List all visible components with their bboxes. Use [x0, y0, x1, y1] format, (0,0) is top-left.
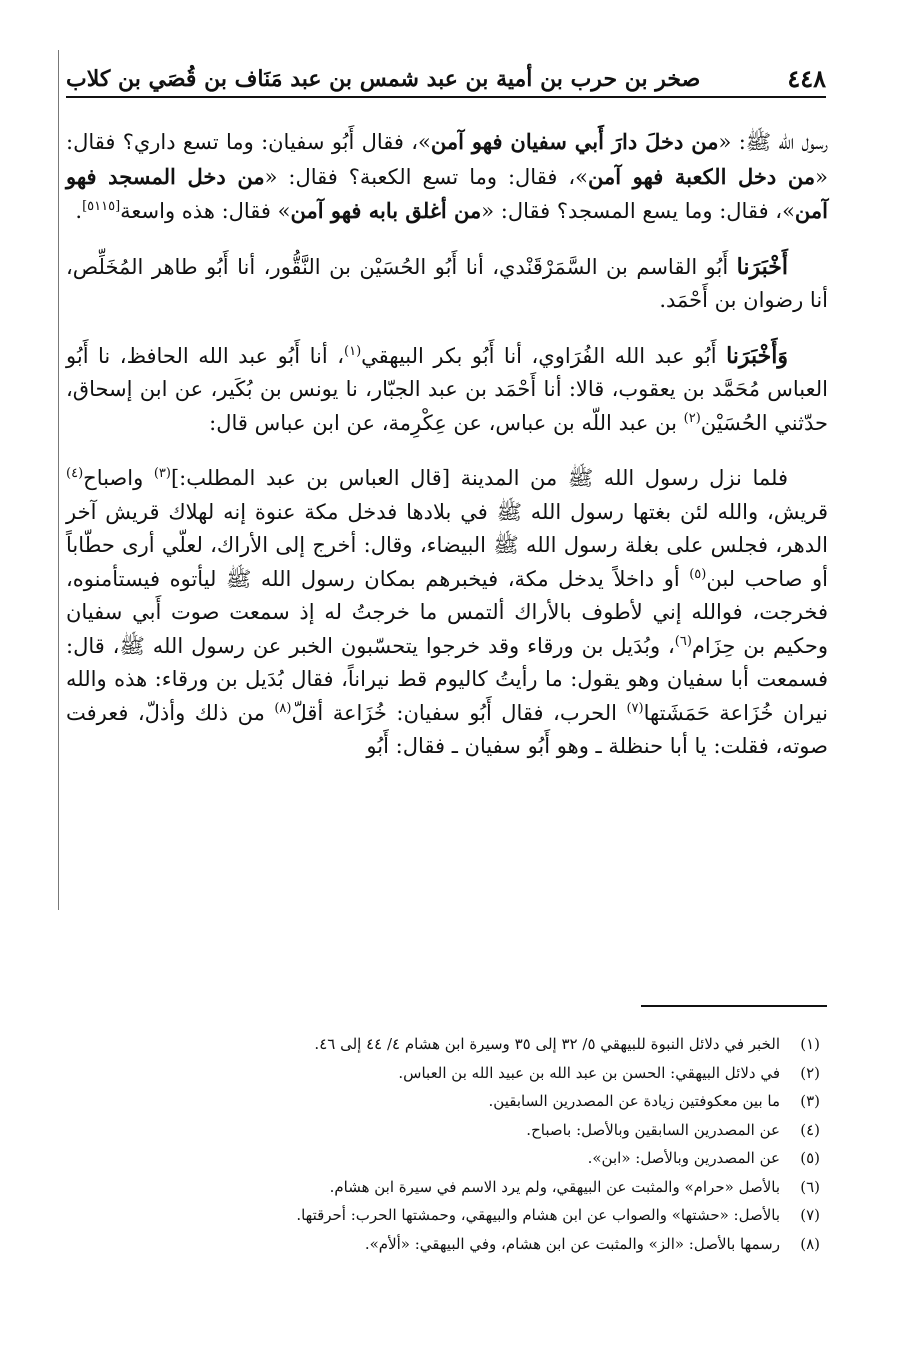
- p1-quote-2: من دخل الكعبة فهو آمن: [587, 163, 816, 189]
- footnote-number: (١): [800, 1035, 820, 1053]
- p1-text-3: »، فقال: وما تسع الكعبة؟ فقال: «: [264, 164, 588, 189]
- p4-text-7: من ذلك وأذلّ، فعرفت صوته، فقلت: يا أبا حنظلة ـ وهو أَبُو سفيان ـ فقال: أَبُو: [66, 700, 828, 758]
- footnote-ref-7[interactable]: (٧): [626, 700, 644, 716]
- paragraph-3: [66, 340, 828, 441]
- p4-text-4: أو داخلاً يدخل مكة، فيخبرهم بمكان رسول الله ﷺ ليأتوه فيستأمنوه، فخرجت، فوالله إني لأطوف بالأراك ألتمس ما خرجتُ له إذ سمعت صوت أَبي سفيان وحكيم بن حِزَام: [66, 566, 829, 658]
- p1-text-6: .: [75, 199, 83, 223]
- footnote-item: [120, 1087, 820, 1116]
- footnote-text: الخبر في دلائل النبوة للبيهقي ٥/ ٣٢ إلى ٣٥ وسيرة ابن هشام ٤/ ٤٤ إلى ٤٦.: [314, 1035, 780, 1053]
- p2-text: أَبُو القاسم بن السَّمَرْقَنْدي، أنا أَبُو الحُسَيْن بن النَّقُّور، أنا أَبُو طاهر المُخَلِّص، أنا رضوان بن أَحْمَد.: [66, 254, 828, 312]
- p4-text-1: فلما نزل رسول الله ﷺ من المدينة [قال العباس بن عبد المطلب:]: [170, 466, 788, 490]
- main-text: [66, 125, 828, 786]
- footnote-item: [120, 1201, 820, 1230]
- footnote-text: بالأصل: «حشتها» والصواب عن ابن هشام والبيهقي، وحمشتها الحرب: أحرقتها.: [296, 1206, 780, 1224]
- p4-text-2: واصباح: [83, 466, 154, 490]
- page-number: ٤٤٨: [787, 64, 826, 93]
- p4-text-5: ، وبُدَيل بن ورقاء وقد خرجوا يتحسّبون الخبر عن رسول الله ﷺ، قال: فسمعت أبا سفيان وهو يقول: ما رأيتُ كاليوم قط نيراناً، فقال بُدَيل بن ورقاء: هذه والله نيران خُزَاعة حَمَشَتها: [66, 633, 828, 725]
- p1-quote-4: من أغلق بابه فهو آمن: [290, 198, 482, 223]
- p1-text-5: » فقال: هذه واسعة: [120, 199, 291, 223]
- p1-quote-1: من دخلَ دارَ أَبي سفيان فهو آمن: [430, 129, 719, 154]
- p3-lead-word: وَأَخْبَرَنا: [726, 342, 789, 369]
- footnote-text: عن المصدرين السابقين وبالأصل: باصباح.: [526, 1120, 780, 1139]
- footnote-number: (٨): [800, 1234, 820, 1253]
- footnote-number: (٣): [800, 1092, 820, 1110]
- footnote-number: (٧): [800, 1206, 820, 1224]
- footnote-ref-5[interactable]: (٥): [689, 566, 707, 582]
- footnote-ref-3[interactable]: (٣): [153, 466, 171, 481]
- p1-text-1: رسول الله ﷺ: «: [718, 130, 829, 154]
- p3-text-1: أَبُو عبد الله الفُرَاوي، أنا أَبُو بكر البيهقي: [361, 343, 727, 368]
- footnote-item: [120, 1030, 820, 1059]
- p1-quote-3: من دخل المسجد فهو آمن: [66, 163, 828, 223]
- p4-text-6: الحرب، فقال أَبُو سفيان: خُزَاعة أقلّ: [291, 700, 627, 725]
- footnote-ref-6[interactable]: (٦): [674, 633, 692, 649]
- footnote-text: بالأصل «حرام» والمثبت عن البيهقي، ولم يرد الاسم في سيرة ابن هشام.: [329, 1177, 780, 1196]
- footnote-text: في دلائل البيهقي: الحسن بن عبد الله بن عبيد الله بن العباس.: [398, 1063, 780, 1082]
- paragraph-2: [66, 251, 828, 318]
- p1-text-2: »، فقال أَبُو سفيان: وما تسع داري؟ فقال: «: [66, 130, 828, 189]
- hadith-number: [٥١١٥]: [82, 199, 121, 214]
- footnote-text: رسمها بالأصل: «الز» والمثبت عن ابن هشام، وفي البيهقي: «ألأم».: [364, 1234, 780, 1253]
- p3-text-2: ، أنا أَبُو عبد الله الحافظ، نا أَبُو العباس مُحَمَّد بن يعقوب، قالا: أنا أَحْمَد بن عبد الجبّار، نا يونس بن بُكَير، عن ابن إسحاق، حدّثني الحُسَيْن: [66, 343, 828, 435]
- footnote-ref-8[interactable]: (٨): [274, 700, 292, 716]
- paragraph-1: [66, 125, 828, 229]
- footnotes: [120, 1030, 820, 1258]
- p2-lead-word: أَخْبَرَنا: [736, 253, 788, 280]
- footnote-number: (٦): [800, 1177, 820, 1196]
- footnote-ref-4[interactable]: (٤): [66, 466, 84, 481]
- footnote-item: [120, 1116, 820, 1145]
- margin-rule: [58, 50, 59, 910]
- footnote-number: (٤): [800, 1120, 820, 1139]
- footnote-text: ما بين معكوفتين زيادة عن المصدرين السابقين.: [488, 1092, 780, 1110]
- footnote-item: [120, 1173, 820, 1202]
- p3-text-3: بن عبد اللّه بن عباس، عن عِكْرِمة، عن ابن عباس قال:: [209, 410, 684, 435]
- footnote-ref-1[interactable]: (١): [344, 343, 362, 359]
- footnote-number: (٥): [800, 1149, 820, 1167]
- footnote-item: [120, 1230, 820, 1259]
- p1-text-4: »، فقال: وما يسع المسجد؟ فقال: «: [481, 199, 795, 223]
- paragraph-4: [66, 462, 828, 764]
- page-header: [66, 56, 826, 98]
- running-title: صخر بن حرب بن أمية بن عبد شمس بن عبد مَنَاف بن قُصَي بن كلاب: [66, 66, 701, 92]
- footnote-item: [120, 1059, 820, 1088]
- footnote-separator: [641, 1005, 827, 1007]
- footnote-text: عن المصدرين وبالأصل: «ابن».: [587, 1149, 780, 1167]
- footnote-number: (٢): [800, 1063, 820, 1082]
- footnote-ref-2[interactable]: (٢): [683, 410, 701, 426]
- p4-text-3: قريش، والله لئن بغتها رسول الله ﷺ في بلادها فدخل مكة عنوة إنه لهلاك قريش آخر الدهر، فجلس على بغلة رسول الله ﷺ البيضاء، وقال: أخرج إلى الأراك، لعلّي أرى حطّاباً أو صاحب لبن: [66, 499, 828, 591]
- footnote-item: [120, 1144, 820, 1173]
